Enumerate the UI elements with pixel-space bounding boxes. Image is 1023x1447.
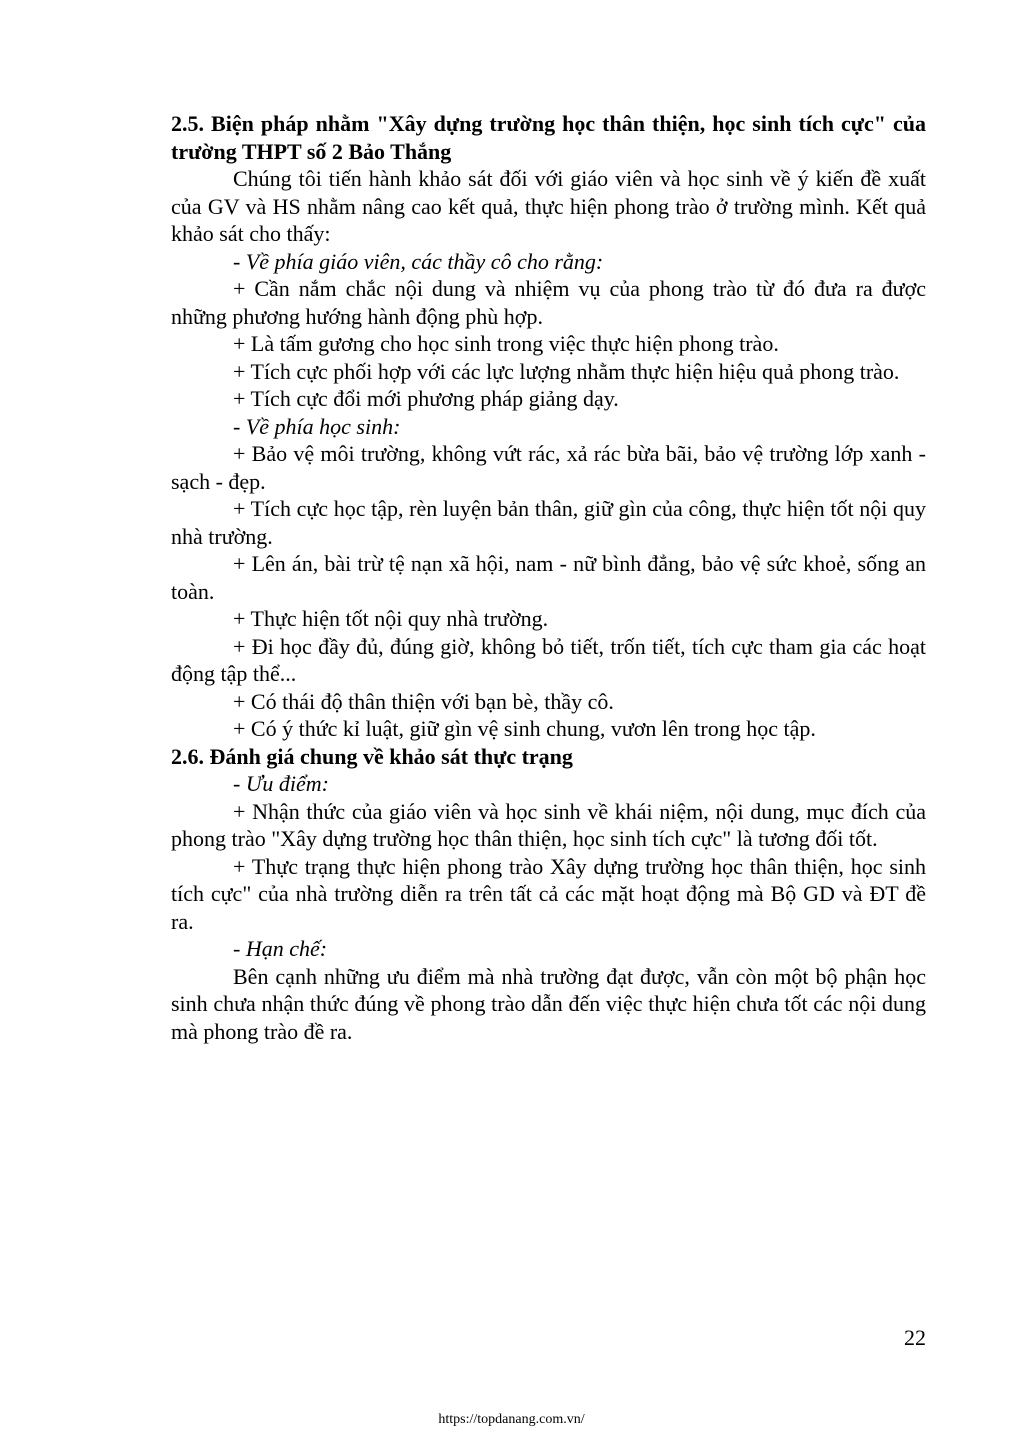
student-item: + Bảo vệ môi trường, không vứt rác, xả rác bừa bãi, bảo vệ trường lớp xanh - sạch - đẹp. (171, 441, 926, 494)
student-item: + Thực hiện tốt nội quy nhà trường. (233, 606, 549, 631)
page-number: 22 (904, 1325, 926, 1350)
teacher-item: + Tích cực phối hợp với các lực lượng nhằm thực hiện hiệu quả phong trào. (233, 358, 900, 384)
teacher-item: + Là tấm gương cho học sinh trong việc thực hiện phong trào. (233, 331, 779, 356)
teacher-item: + Cần nắm chắc nội dung và nhiệm vụ của phong trào từ đó đưa ra được những phương hướng hành động phù hợp. (171, 276, 926, 329)
limitations-label: - Hạn chế: (233, 936, 328, 961)
advantage-item: + Thực trạng thực hiện phong trào Xây dựng trường học thân thiện, học sinh tích cực" của nhà trường diễn ra trên tất cả các mặt hoạt động mà Bộ GD và ĐT đề ra. (171, 853, 926, 934)
student-item: + Lên án, bài trừ tệ nạn xã hội, nam - nữ bình đẳng, bảo vệ sức khoẻ, sống an toàn. (171, 551, 926, 604)
teacher-item: + Tích cực đổi mới phương pháp giảng dạy. (233, 386, 619, 411)
limitations-paragraph: Bên cạnh những ưu điểm mà nhà trường đạt được, vẫn còn một bộ phận học sinh chưa nhận thức đúng về phong trào dẫn đến việc thực hiện chưa tốt các nội dung mà phong trào đề ra. (171, 963, 926, 1044)
advantages-label: - Ưu điểm: (233, 771, 330, 796)
intro-paragraph: Chúng tôi tiến hành khảo sát đối với giáo viên và học sinh về ý kiến đề xuất của GV và HS nhằm nâng cao kết quả, thực hiện phong trào ở trường mình. Kết quả khảo sát cho thấy: (171, 166, 926, 246)
section-heading-2-5: 2.5. Biện pháp nhằm "Xây dựng trường học thân thiện, học sinh tích cực" của trường THPT số 2 Bảo Thắng (171, 111, 926, 164)
student-item: + Tích cực học tập, rèn luyện bản thân, giữ gìn của công, thực hiện tốt nội quy nhà trường. (171, 496, 926, 549)
student-item: + Có thái độ thân thiện với bạn bè, thầy cô. (233, 688, 614, 714)
footer-url: https://topdanang.com.vn/ (438, 1412, 585, 1427)
student-item: + Đi học đầy đủ, đúng giờ, không bỏ tiết, trốn tiết, tích cực tham gia các hoạt động tập thể... (171, 633, 926, 686)
student-side-label: - Về phía học sinh: (233, 413, 401, 439)
advantage-item: + Nhận thức của giáo viên và học sinh về khái niệm, nội dung, mục đích của phong trào "Xây dựng trường học thân thiện, học sinh tích cực" là tương đối tốt. (171, 798, 926, 851)
student-item: + Có ý thức kỉ luật, giữ gìn vệ sinh chung, vươn lên trong học tập. (233, 716, 816, 741)
teacher-side-label: - Về phía giáo viên, các thầy cô cho rằng: (233, 248, 604, 274)
document-body (171, 110, 926, 1045)
section-heading-2-6: 2.6. Đánh giá chung về khảo sát thực trạng (171, 743, 573, 769)
